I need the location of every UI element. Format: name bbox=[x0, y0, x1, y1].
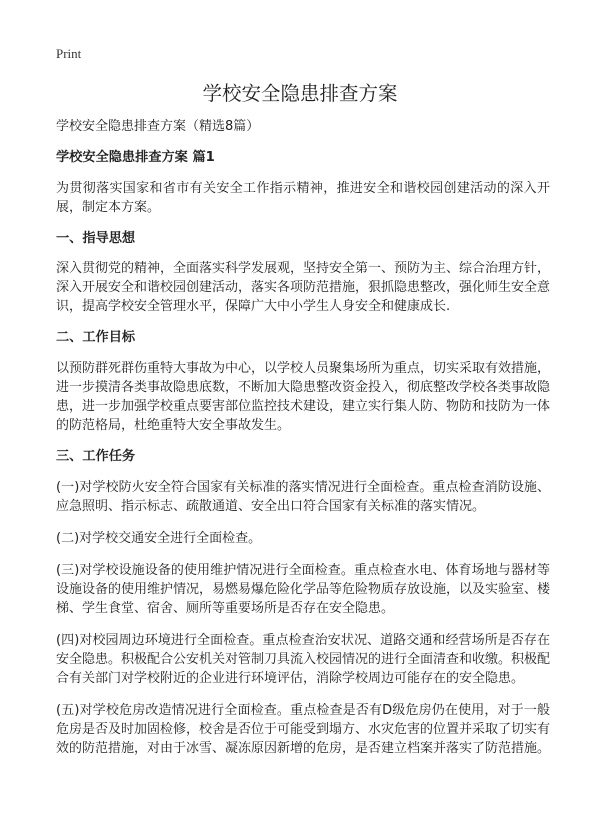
part-title: 学校安全隐患排查方案 篇1 bbox=[56, 150, 215, 165]
task-paragraph-5: (五)对学校危房改造情况进行全面检查。重点检查是否有D级危房仍在使用，对于一般危房是否及时加固检修，校舍是否位于可能受到塌方、水灾危害的位置并采取了切实有效的防范措施，对由于冰雪、凝冻原因新增的危房，是否建立档案并落实了防范措施。 bbox=[56, 703, 551, 756]
section-heading-work-goals: 二、工作目标 bbox=[56, 330, 136, 345]
intro-paragraph: 为贯彻落实国家和省市有关安全工作指示精神，推进安全和谐校园创建活动的深入开展，制定本方案。 bbox=[56, 181, 550, 215]
document-body bbox=[56, 118, 550, 771]
page-title: 学校安全隐患排查方案 bbox=[202, 82, 398, 105]
task-paragraph-2: (二)对学校交通安全进行全面检查。 bbox=[56, 531, 262, 546]
task-paragraph-4: (四)对校园周边环境进行全面检查。重点检查治安状况、道路交通和经营场所是否存在安全隐患。积极配合公安机关对管制刀具流入校园情况的进行全面清查和收缴。积极配合有关部门对学校附近的企业进行环境评估，消除学校周边可能存在的安全隐患。 bbox=[56, 633, 551, 686]
task-paragraph-1: (一)对学校防火安全符合国家有关标准的落实情况进行全面检查。重点检查消防设施、应急照明、指示标志、疏散通道、安全出口符合国家有关标准的落实情况。 bbox=[56, 480, 550, 514]
document-subtitle: 学校安全隐患排查方案（精选8篇） bbox=[56, 119, 260, 134]
section-paragraph: 深入贯彻党的精神，全面落实科学发展观，坚持安全第一、预防为主、综合治理方针，深入开展安全和谐校园创建活动，落实各项防范措施，狠抓隐患整改，强化师生安全意识，提高学校安全管理水平，保障广大中小学生人身安全和健康成长. bbox=[56, 261, 551, 314]
print-link[interactable]: Print bbox=[56, 46, 82, 61]
section-heading-guiding-ideology: 一、指导思想 bbox=[56, 231, 136, 246]
section-paragraph: 以预防群死群伤重特大事故为中心，以学校人员聚集场所为重点，切实采取有效措施，进一步摸清各类事故隐患底数，不断加大隐患整改资金投入，彻底整改学校各类事故隐患，进一步加强学校重点要害部位监控技术建设，建立实行集人防、物防和技防为一体的防范格局，杜绝重特大安全事故发生。 bbox=[56, 361, 551, 433]
task-paragraph-3: (三)对学校设施设备的使用维护情况进行全面检查。重点检查水电、体育场地与器材等设施设备的使用维护情况，易燃易爆危险化学品等危险物质存放设施，以及实验室、楼梯、学生食堂、宿舍、厕所等重要场所是否存在安全隐患。 bbox=[56, 563, 551, 616]
section-heading-work-tasks: 三、工作任务 bbox=[56, 449, 136, 464]
